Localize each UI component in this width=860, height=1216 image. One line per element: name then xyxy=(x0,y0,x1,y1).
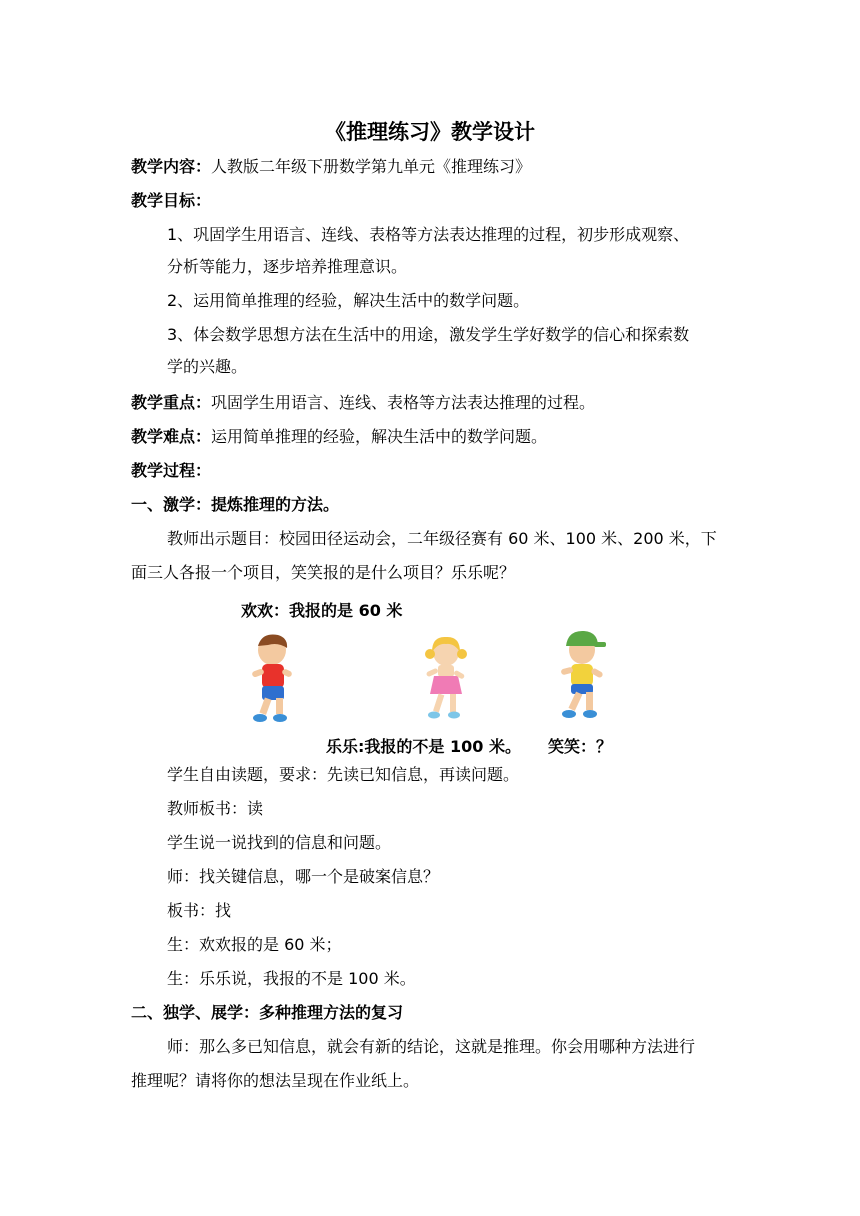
section-2-para-line-1: 师：那么多已知信息，就会有新的结论，这就是推理。你会用哪种方法进行 xyxy=(167,1037,696,1056)
difficulty xyxy=(131,426,547,448)
section-1-line-3: 学生说一说找到的信息和问题。 xyxy=(167,833,392,852)
document-title: 《推理练习》教学设计 xyxy=(325,120,535,144)
process-label: 教学过程： xyxy=(131,461,212,480)
xiaoxiao-speech: 笑笑：？ xyxy=(548,737,613,756)
section-2-heading: 二、独学、展学：多种推理方法的复习 xyxy=(131,1003,404,1022)
girl-running-illustration xyxy=(424,634,468,722)
goal-1-line-1: 1、巩固学生用语言、连线、表格等方法表达推理的过程，初步形成观察、 xyxy=(167,225,690,244)
section-1-line-4: 师：找关键信息，哪一个是破案信息？ xyxy=(167,867,440,886)
teaching-content-text: 人教版二年级下册数学第九单元《推理练习》 xyxy=(211,157,532,176)
teaching-content xyxy=(131,156,531,178)
section-1-line-5: 板书：找 xyxy=(167,901,232,920)
section-1-para-line-1: 教师出示题目：校园田径运动会，二年级径赛有 60 米、100 米、200 米，下 xyxy=(167,529,717,548)
goal-1-line-2: 分析等能力，逐步培养推理意识。 xyxy=(167,257,408,276)
section-1-line-6: 生：欢欢报的是 60 米； xyxy=(167,935,342,954)
section-1-line-7: 生：乐乐说，我报的不是 100 米。 xyxy=(167,969,416,988)
goal-3-line-1: 3、体会数学思想方法在生活中的用途，激发学生学好数学的信心和探索数 xyxy=(167,325,690,344)
teaching-goals-label: 教学目标： xyxy=(131,191,212,210)
kid-with-cap-illustration xyxy=(556,628,608,720)
key-point xyxy=(131,392,595,414)
section-2-para-line-2: 推理呢？请将你的想法呈现在作业纸上。 xyxy=(131,1071,420,1090)
section-1-line-2: 教师板书：读 xyxy=(167,799,264,818)
lele-speech: 乐乐:我报的不是 100 米。 xyxy=(326,737,521,756)
boy-running-illustration xyxy=(248,632,298,726)
section-1-heading: 一、激学：提炼推理的方法。 xyxy=(131,495,340,514)
goal-3-line-2: 学的兴趣。 xyxy=(167,357,248,376)
key-point-label: 教学重点： xyxy=(131,393,212,412)
huanhuan-speech: 欢欢：我报的是 60 米 xyxy=(241,601,403,620)
difficulty-label: 教学难点： xyxy=(131,427,212,446)
section-1-para-line-2: 面三人各报一个项目，笑笑报的是什么项目？乐乐呢？ xyxy=(131,563,516,582)
section-1-line-1: 学生自由读题，要求：先读已知信息，再读问题。 xyxy=(167,765,520,784)
difficulty-text: 运用简单推理的经验，解决生活中的数学问题。 xyxy=(211,427,548,446)
key-point-text: 巩固学生用语言、连线、表格等方法表达推理的过程。 xyxy=(211,393,596,412)
teaching-content-label: 教学内容： xyxy=(131,157,212,176)
goal-2-line-1: 2、运用简单推理的经验，解决生活中的数学问题。 xyxy=(167,291,530,310)
